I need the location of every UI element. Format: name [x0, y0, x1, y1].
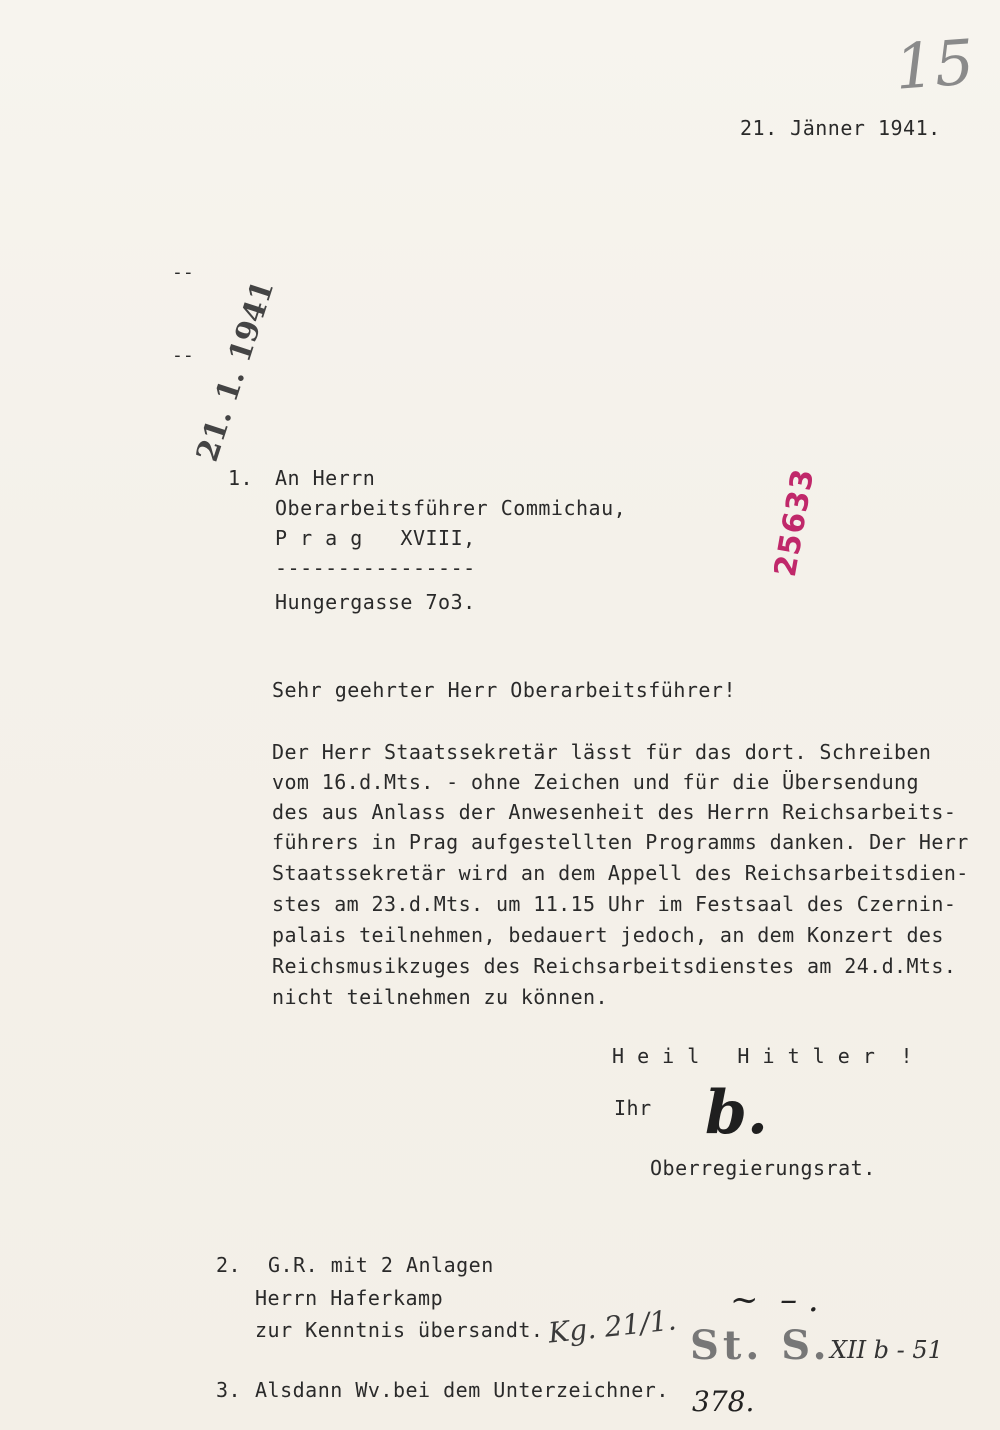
- address-line-2: Oberarbeitsführer Commichau,: [275, 496, 627, 520]
- closing-greeting: H e i l H i t l e r !: [612, 1044, 913, 1068]
- salutation: Sehr geehrter Herr Oberarbeitsführer!: [272, 678, 737, 702]
- address-line-3: P r a g XVIII,: [275, 526, 476, 550]
- margin-dash-2: --: [172, 345, 194, 366]
- item-3-number: 3.: [216, 1378, 242, 1402]
- item-1-number: 1.: [228, 466, 254, 490]
- red-registration-stamp: 25633: [767, 465, 822, 580]
- handwritten-signature: b.: [705, 1078, 768, 1148]
- body-line-8: Reichsmusikzuges des Reichsarbeitsdienstes am 24.d.Mts.: [272, 954, 957, 978]
- body-line-5: Staatssekretär wird an dem Appell des Reichsarbeitsdien-: [272, 861, 969, 885]
- item-3-text: Alsdann Wv.bei dem Unterzeichner.: [255, 1378, 669, 1402]
- item-2-line-1: G.R. mit 2 Anlagen: [268, 1253, 494, 1277]
- registry-stamp: St. S.: [690, 1322, 831, 1369]
- folio-number: 15: [892, 25, 977, 104]
- handwritten-initials: 378.: [692, 1385, 755, 1418]
- received-date-stamp: 21. 1. 1941: [190, 276, 282, 466]
- address-underline: ----------------: [275, 556, 476, 580]
- item-2-line-2: Herrn Haferkamp: [255, 1286, 444, 1310]
- address-line-4: Hungergasse 7o3.: [275, 590, 476, 614]
- closing-ihr: Ihr: [614, 1096, 652, 1120]
- handwritten-marks: ~ – .: [730, 1280, 819, 1320]
- body-line-4: führers in Prag aufgestellten Programms danken. Der Herr: [272, 830, 969, 854]
- body-line-9: nicht teilnehmen zu können.: [272, 985, 608, 1009]
- body-line-3: des aus Anlass der Anwesenheit des Herrn Reichsarbeits-: [272, 800, 957, 824]
- handwritten-note: Kg. 21/1.: [546, 1303, 678, 1350]
- address-line-1: An Herrn: [275, 466, 376, 490]
- body-line-2: vom 16.d.Mts. - ohne Zeichen und für die Übersendung: [272, 770, 919, 794]
- item-2-number: 2.: [216, 1253, 242, 1277]
- item-2-line-3: zur Kenntnis übersandt.: [255, 1318, 544, 1342]
- body-line-6: stes am 23.d.Mts. um 11.15 Uhr im Festsaal des Czernin-: [272, 892, 957, 916]
- margin-dash-1: --: [172, 262, 194, 283]
- body-line-1: Der Herr Staatssekretär lässt für das dort. Schreiben: [272, 740, 932, 764]
- body-line-7: palais teilnehmen, bedauert jedoch, an dem Konzert des: [272, 923, 944, 947]
- registry-number: XII b - 51: [830, 1336, 943, 1364]
- letter-date: 21. Jänner 1941.: [740, 116, 941, 140]
- signatory-title: Oberregierungsrat.: [650, 1156, 876, 1180]
